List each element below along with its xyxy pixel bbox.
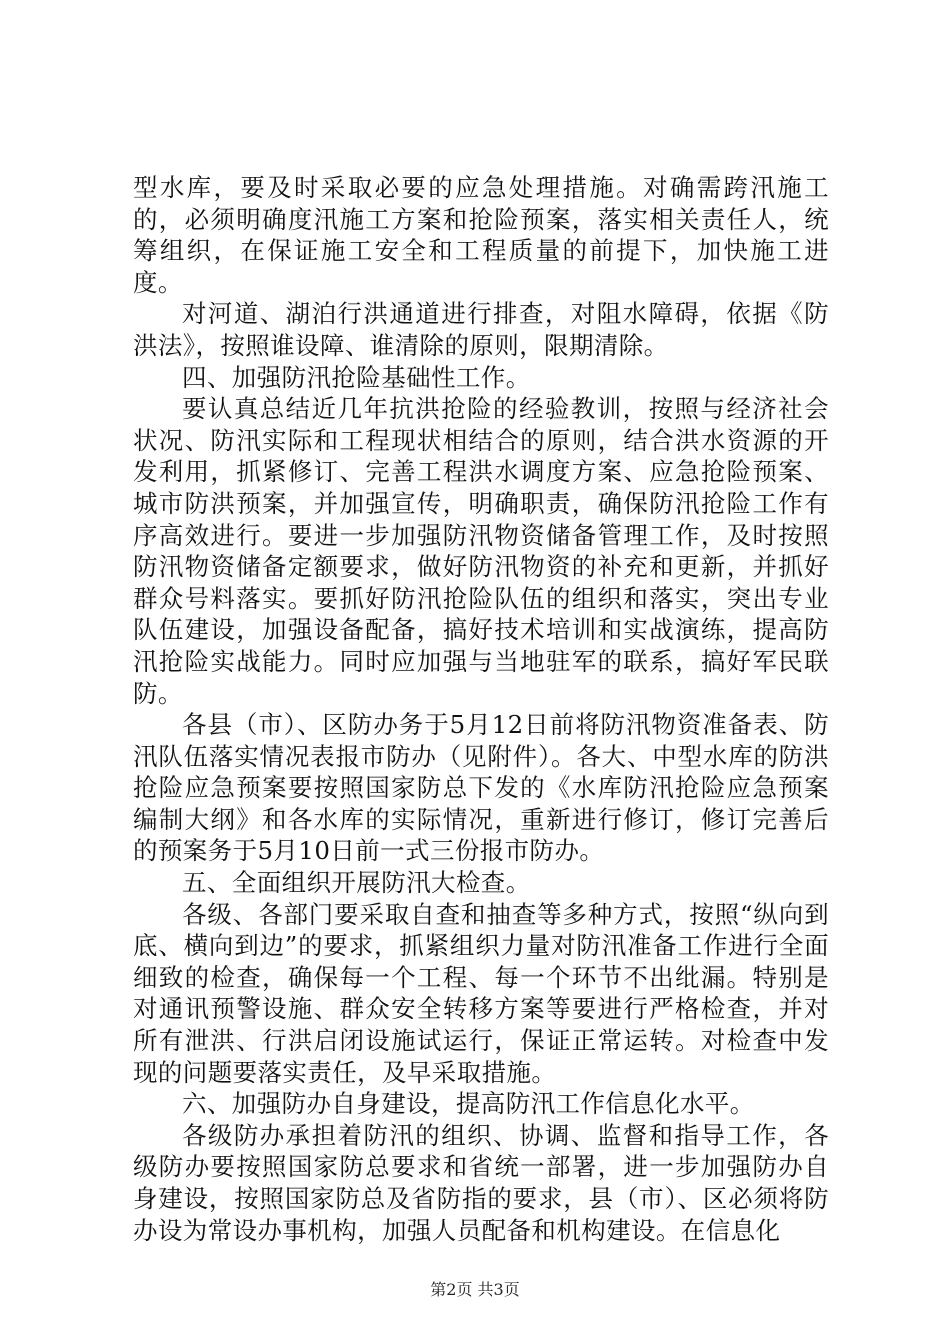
paragraph-2: 对河道、湖泊行洪通道进行排查，对阻水障碍，依据《防洪法》，按照谁设障、谁清除的原则，限期清除。 (133, 299, 829, 360)
paragraph-4: 要认真总结近几年抗洪抢险的经验教训，按照与经济社会状况、防汛实际和工程现状相结合的原则，结合洪水资源的开发利用，抓紧修订、完善工程洪水调度方案、应急抢险预案、城市防洪预案，并加强宣传，明确职责，确保防汛抢险工作有序高效进行。要进一步加强防汛物资储备管理工作，及时按照防汛物资储备定额要求，做好防汛物资的补充和更新，并抓好群众号料落实。要抓好防汛抢险队伍的组织和落实，突出专业队伍建设，加强设备配备，搞好技术培训和实战演练，提高防汛抢险实战能力。同时应加强与当地驻军的联系，搞好军民联防。 (133, 394, 829, 708)
paragraph-9: 各级防办承担着防汛的组织、协调、监督和指导工作，各级防办要按照国家防总要求和省统一部署，进一步加强防办自身建设，按照国家防总及省防指的要求，县（市）、区必须将防办设为常设办事机构，加强人员配备和机构建设。在信息化 (133, 1120, 829, 1245)
page-footer: 第2页 共3页 (430, 1280, 520, 1299)
document-body (133, 172, 829, 1246)
paragraph-5: 各县（市）、区防办务于5月12日前将防汛物资准备表、防汛队伍落实情况表报市防办（见附件）。各大、中型水库的防洪抢险应急预案要按照国家防总下发的《水库防汛抢险应急预案编制大纲》和各水库的实际情况，重新进行修订，修订完善后的预案务于5月10日前一式三份报市防办。 (133, 710, 829, 866)
section-heading-6: 六、加强防办自身建设，提高防汛工作信息化水平。 (182, 1089, 755, 1119)
section-heading-5: 五、全面组织开展防汛大检查。 (182, 868, 531, 898)
paragraph-1: 型水库，要及时采取必要的应急处理措施。对确需跨汛施工的，必须明确度汛施工方案和抢险预案，落实相关责任人，统筹组织，在保证施工安全和工程质量的前提下，加快施工进度。 (133, 173, 829, 297)
paragraph-7: 各级、各部门要采取自查和抽查等多种方式，按照“纵向到底、横向到边”的要求，抓紧组织力量对防汛准备工作进行全面细致的检查，确保每一个工程、每一个环节不出纰漏。特别是对通讯预警设施、群众安全转移方案等要进行严格检查，并对所有泄洪、行洪启闭设施试运行，保证正常运转。对检查中发现的问题要落实责任，及早采取措施。 (133, 899, 829, 1087)
section-heading-4: 四、加强防汛抢险基础性工作。 (182, 362, 531, 392)
